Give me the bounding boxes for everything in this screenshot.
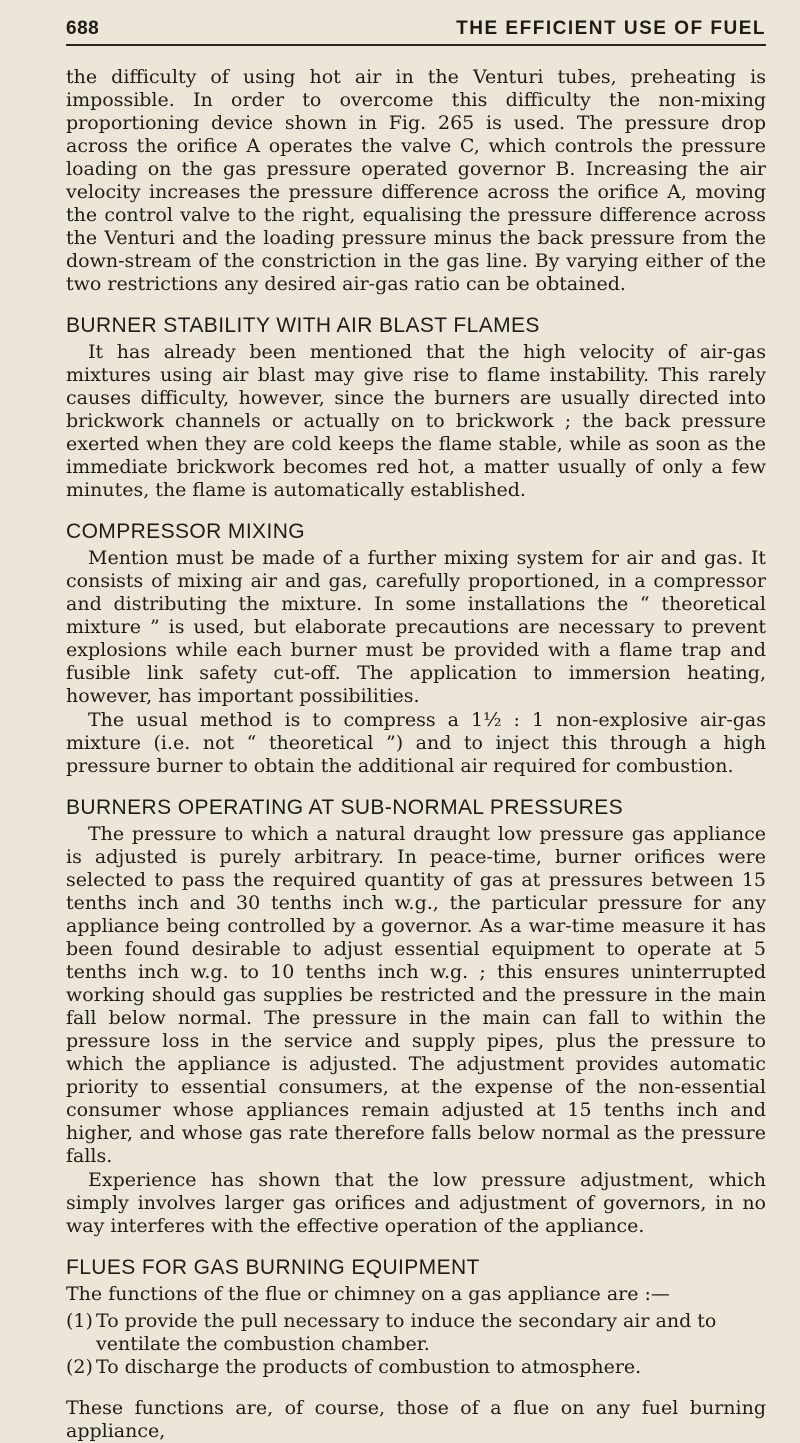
running-title: THE EFFICIENT USE OF FUEL xyxy=(456,18,766,39)
paragraph: It has already been mentioned that the high velocity of air-gas mixtures using air blast may give rise to flame instability. This rarely causes difficulty, however, since the burners are usually directed into brickwork channels or actually on to brickwork ; the back pressure exerted when they are cold keeps the flame stable, while as soon as the immediate brickwork becomes red hot, a matter usually of only a few minutes, the flame is automatically established. xyxy=(66,341,766,501)
body-text xyxy=(66,66,766,1443)
closing-paragraph: These functions are, of course, those of a flue on any fuel burning appliance, xyxy=(66,1397,766,1442)
section-heading-flues: FLUES FOR GAS BURNING EQUIPMENT xyxy=(66,1256,480,1279)
paragraph: Experience has shown that the low pressure adjustment, which simply involves larger gas orifices and adjustment of governors, in no way interferes with the effective operation of the appliance. xyxy=(66,1169,766,1237)
page-number: 688 xyxy=(66,18,100,39)
page-header xyxy=(0,14,800,44)
functions-list xyxy=(66,1310,766,1379)
paragraph: The functions of the flue or chimney on a gas appliance are :— xyxy=(66,1283,670,1305)
paragraph: The usual method is to compress a 1½ : 1 non-explosive air-gas mixture (i.e. not “ theoretical ”) and to inject this through a high pressure burner to obtain the additional air required for combustion. xyxy=(66,709,766,777)
paragraph: Mention must be made of a further mixing system for air and gas. It consists of mixing air and gas, carefully proportioned, in a compressor and distributing the mixture. In some installations the “ theoretical mixture ” is used, but elaborate precautions are necessary to prevent explosions while each burner must be provided with a flame trap and fusible link safety cut-off. The application to immersion heating, however, has important possibilities. xyxy=(66,547,766,707)
list-text: To provide the pull necessary to induce the secondary air and to ventilate the combustion chamber. xyxy=(96,1310,717,1355)
section-heading-burner-stability: BURNER STABILITY WITH AIR BLAST FLAMES xyxy=(66,314,540,337)
intro-paragraph: the difficulty of using hot air in the Venturi tubes, preheating is impossible. In order to overcome this difficulty the non-mixing proportioning device shown in Fig. 265 is used. The pressure drop across the orifice A operates the valve C, which controls the pressure loading on the gas pressure operated governor B. Increasing the air velocity increases the pressure difference across the orifice A, moving the control valve to the right, equalising the pressure difference across the Venturi and the loading pressure minus the back pressure from the down-stream of the constriction in the gas line. By varying either of the two restrictions any desired air-gas ratio can be obtained. xyxy=(66,66,766,295)
list-item xyxy=(66,1356,766,1379)
list-item xyxy=(66,1310,766,1356)
header-rule xyxy=(66,44,766,46)
list-number: (2) xyxy=(66,1356,93,1378)
section-heading-compressor-mixing: COMPRESSOR MIXING xyxy=(66,520,305,543)
list-number: (1) xyxy=(66,1310,93,1332)
paragraph: The pressure to which a natural draught low pressure gas appliance is adjusted is purely arbitrary. In peace-time, burner orifices were selected to pass the required quantity of gas at pressures between 15 tenths inch and 30 tenths inch w.g., the particular pressure for any appliance being controlled by a governor. As a war-time measure it has been found desirable to adjust essential equipment to operate at 5 tenths inch w.g. to 10 tenths inch w.g. ; this ensures uninterrupted working should gas supplies be restricted and the pressure in the main fall below normal. The pressure in the main can fall to within the pressure loss in the service and supply pipes, plus the pressure to which the appliance is adjusted. The adjustment provides automatic priority to essential consumers, at the expense of the non-essential consumer whose appliances remain adjusted at 15 tenths inch and higher, and whose gas rate therefore falls below normal as the pressure falls. xyxy=(66,823,766,1167)
section-heading-sub-normal-pressures: BURNERS OPERATING AT SUB-NORMAL PRESSURES xyxy=(66,796,624,819)
list-text: To discharge the products of combustion to atmosphere. xyxy=(96,1356,642,1378)
